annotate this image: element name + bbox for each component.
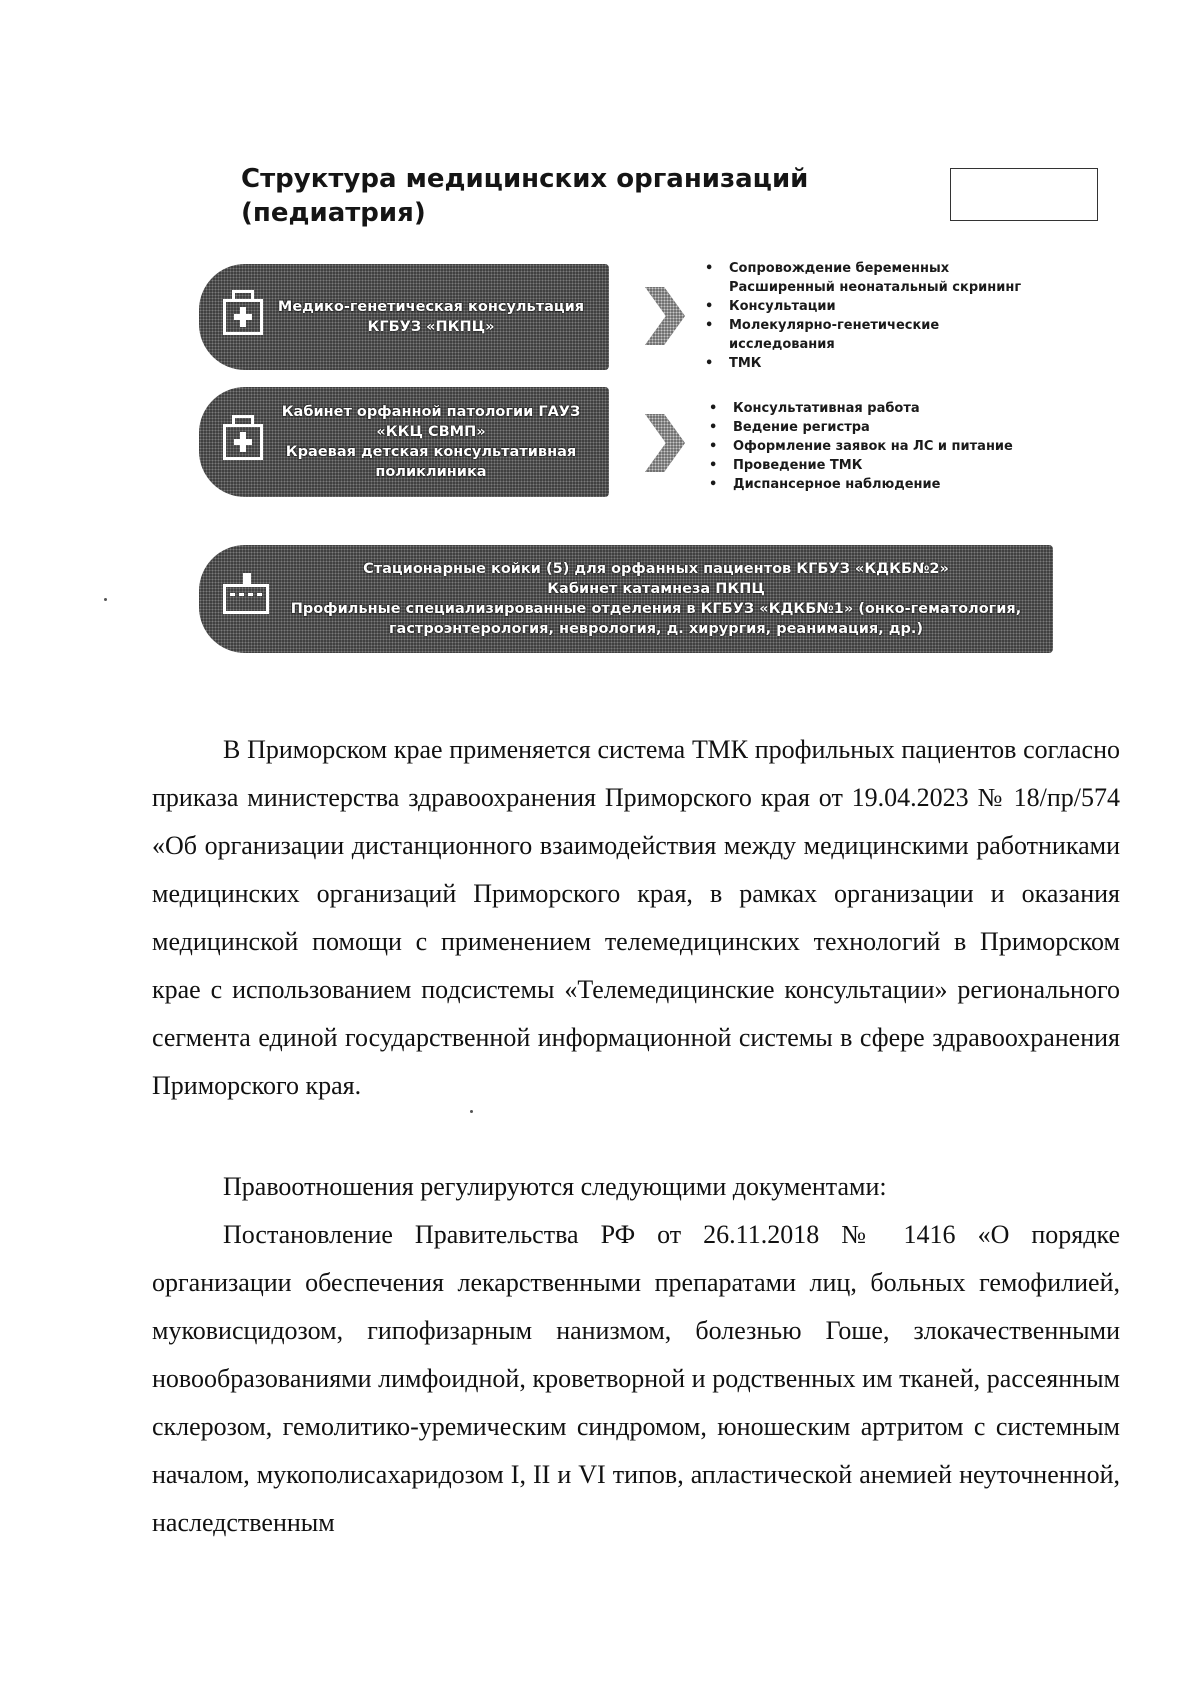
org-block-orphan-cabinet	[199, 387, 609, 497]
service-item: • Сопровождение беременных	[705, 259, 1021, 278]
org-block-line: Стационарные койки (5) для орфанных пациентов КГБУЗ «КДКБ№2»	[363, 561, 949, 577]
body-paragraph-1: В Приморском крае применяется система ТМК профильных пациентов согласно приказа министерства здравоохранения Приморского края от 19.04.2023 № 18/пр/574 «Об организации дистанционного взаимодействия между медицинскими работниками медицинских организаций Приморского края, в рамках организации и оказания медицинской помощи с применением телемедицинских технологий в Приморском крае с использованием подсистемы «Телемедицинские консультации» регионального сегмента единой государственной информационной системы в сфере здравоохранения Приморского края.	[152, 735, 1120, 1100]
org-block-line: Кабинет катамнеза ПКПЦ	[547, 581, 765, 597]
scan-dot	[104, 598, 107, 601]
service-item: • Консультативная работа	[709, 399, 1013, 418]
body-paragraph-2: Правоотношения регулируются следующими документами:	[223, 1172, 887, 1201]
service-item: исследования	[729, 337, 835, 352]
org-block-line: Медико-генетическая консультация	[277, 299, 585, 315]
service-item: • Диспансерное наблюдение	[709, 475, 1013, 494]
service-item: • Проведение ТМК	[709, 456, 1013, 475]
hospital-building-icon	[223, 584, 269, 614]
diagram-title-line2: (педиатрия)	[241, 198, 426, 228]
org-block-text	[263, 402, 609, 482]
diagram-title	[241, 162, 808, 230]
service-item: • Молекулярно-генетические	[705, 316, 1021, 335]
org-block-line: «ККЦ СВМП»	[376, 424, 486, 440]
scan-dot	[470, 1110, 473, 1113]
org-block-line: Краевая детская консультативная	[285, 444, 577, 460]
body-paragraph-3: Постановление Правительства РФ от 26.11.2018 № 1416 «О порядке организации обеспечения лекарственными препаратами лиц, больных гемофилией, муковисцидозом, гипофизарным нанизмом, болезнью Гоше, злокачественными новообразованиями лимфоидной, кроветворной и родственных им тканей, рассеянным склерозом, гемолитико-уремическим синдромом, юношеским артритом с системным началом, мукополисахаридозом I, II и VI типов, апластической анемией неуточненной, наследственным	[152, 1220, 1120, 1537]
chevron-right-icon	[645, 287, 685, 345]
chevron-right-icon	[645, 414, 685, 472]
diagram-title-line1: Структура медицинских организаций	[241, 164, 809, 194]
org-block-text	[269, 559, 1053, 639]
service-item: • Оформление заявок на ЛС и питание	[709, 437, 1013, 456]
org-block-text	[263, 297, 609, 337]
org-block-inpatient	[199, 545, 1053, 653]
org-block-line: КГБУЗ «ПКПЦ»	[367, 319, 495, 335]
org-block-medical-genetic	[199, 264, 609, 370]
org-block-line: Кабинет орфанной патологии ГАУЗ	[281, 404, 581, 420]
org-block-line: поликлиника	[375, 464, 487, 480]
org-block-line: Профильные специализированные отделения в КГБУЗ «КДКБ№1» (онко-гематология,	[290, 601, 1022, 617]
service-item: • Ведение регистра	[709, 418, 1013, 437]
empty-box	[950, 168, 1098, 221]
service-item: Расширенный неонатальный скрининг	[729, 280, 1022, 295]
hospital-icon	[223, 299, 263, 335]
org-block-line: гастроэнтерология, неврология, д. хирургия, реанимация, др.)	[388, 621, 924, 637]
service-list	[709, 399, 1013, 494]
service-list	[705, 259, 1021, 373]
service-item: • ТМК	[705, 354, 1021, 373]
service-item: • Консультации	[705, 297, 1021, 316]
hospital-icon	[223, 424, 263, 460]
